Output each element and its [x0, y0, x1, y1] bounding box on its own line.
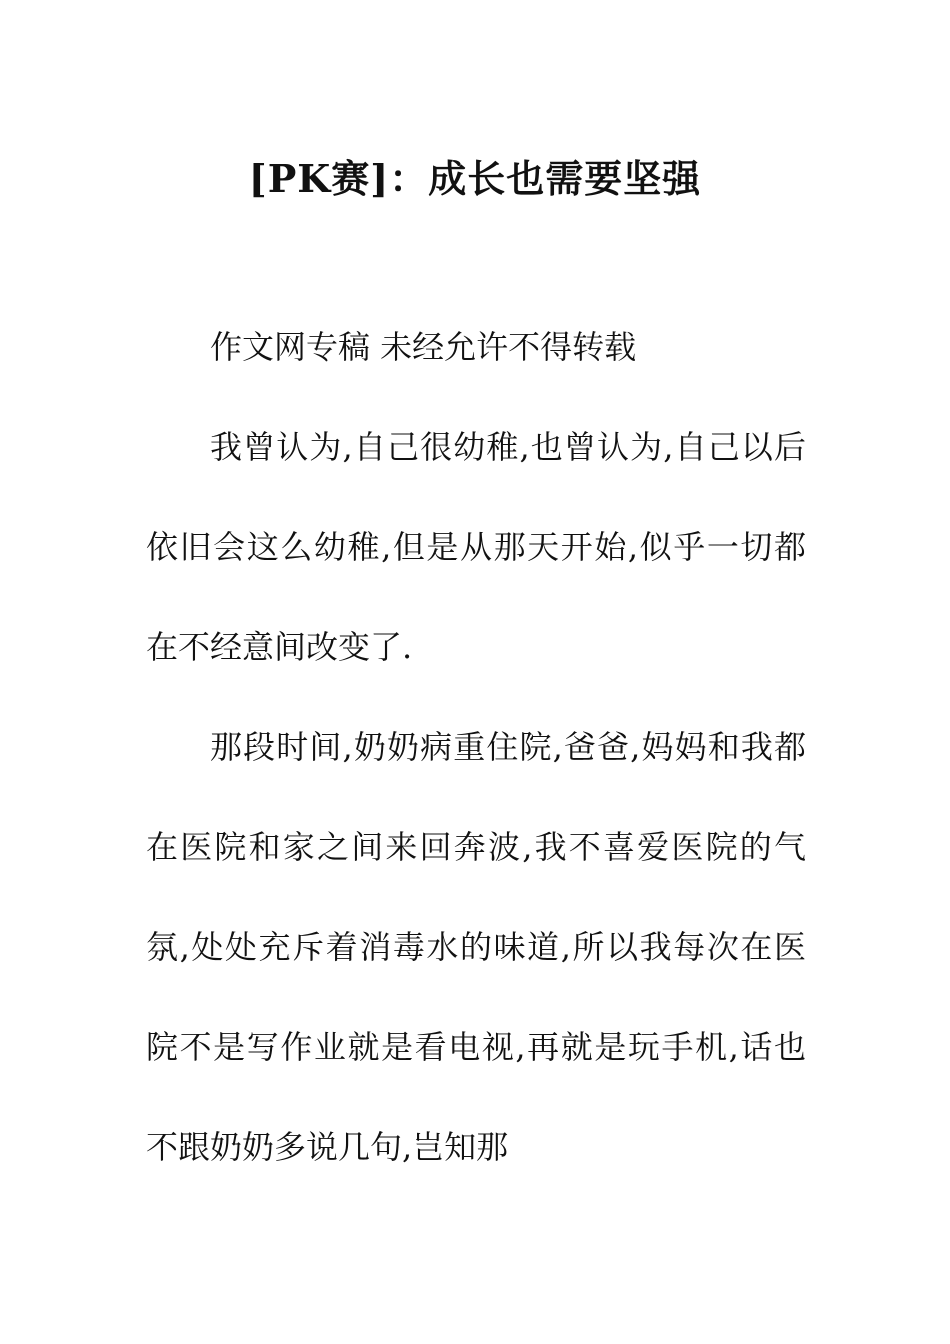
paragraph-2: 那段时间,奶奶病重住院,爸爸,妈妈和我都在医院和家之间来回奔波,我不喜爱医院的气氛,处处充斥着消毒水的味道,所以我每次在医院不是写作业就是看电视,再就是玩手机,话也不跟奶奶多说几句,岂知那 — [146, 728, 806, 1166]
paragraph-1: 我曾认为,自己很幼稚,也曾认为,自己以后依旧会这么幼稚,但是从那天开始,似乎一切都在不经意间改变了. — [146, 428, 806, 666]
article-body — [146, 297, 806, 1197]
page-title: [PK赛]：成长也需要坚强 — [248, 156, 702, 202]
paragraph-copyright-notice: 作文网专稿 未经允许不得转载 — [210, 328, 637, 366]
